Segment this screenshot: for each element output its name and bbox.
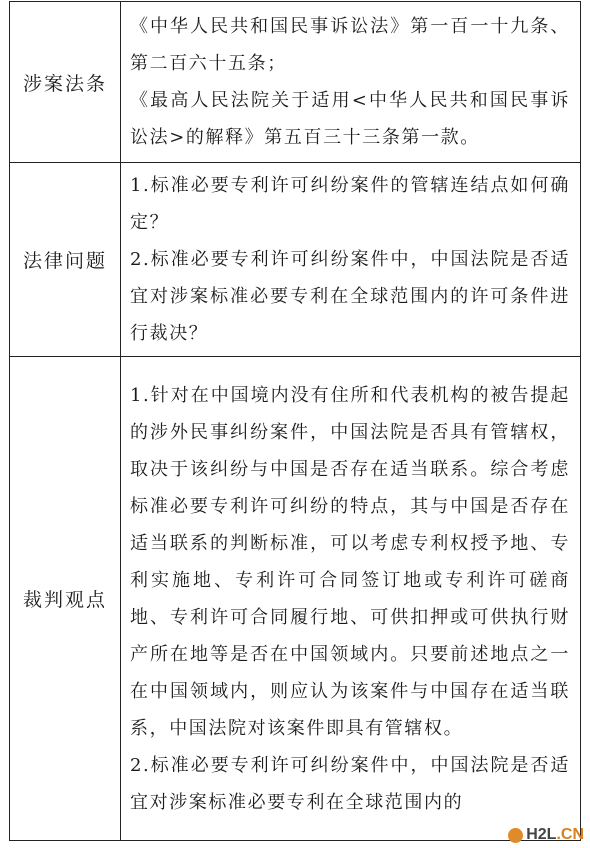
row-content-cited-statutes [121,2,581,163]
statute-paragraph-2: 《最高人民法院关于适用<中华人民共和国民事诉讼法>的解释》第五百三十三条第一款。 [130,90,570,148]
row-content-legal-issues [121,163,581,357]
watermark-logo-icon [508,828,523,843]
view-paragraph-2: 2.标准必要专利许可纠纷案件中，中国法院是否适宜对涉案标准必要专利在全球范围内的 [130,754,570,813]
table-row-cited-statutes [10,2,581,163]
statute-paragraph-1: 《中华人民共和国民事诉讼法》第一百一十九条、第二百六十五条； [130,16,570,74]
case-info-table [9,1,581,841]
table-row-legal-issues [10,163,581,357]
watermark-text-a: H2L [526,826,557,843]
site-watermark [508,826,584,844]
row-label-judgment-views: 裁判观点 [10,357,121,841]
row-label-cited-statutes: 涉案法条 [10,2,121,163]
watermark-text-b: .CN [556,826,584,843]
row-label-legal-issues: 法律问题 [10,163,121,357]
issue-paragraph-1: 1.标准必要专利许可纠纷案件的管辖连结点如何确定？ [130,175,570,233]
watermark-text [526,826,584,844]
table-row-judgment-views [10,357,581,841]
row-content-judgment-views [121,357,581,841]
view-paragraph-1: 1.针对在中国境内没有住所和代表机构的被告提起的涉外民事纠纷案件，中国法院是否具有管辖权，取决于该纠纷与中国是否存在适当联系。综合考虑标准必要专利许可纠纷的特点，其与中国是否存在适当联系的判断标准，可以考虑专利权授予地、专利实施地、专利许可合同签订地或专利许可磋商地、专利许可合同履行地、可供扣押或可供执行财产所在地等是否在中国领域内。只要前述地点之一在中国领域内，则应认为该案件与中国存在适当联系，中国法院对该案件即具有管辖权。 [130,384,570,739]
issue-paragraph-2: 2.标准必要专利许可纠纷案件中，中国法院是否适宜对涉案标准必要专利在全球范围内的许可条件进行裁决？ [130,249,570,344]
